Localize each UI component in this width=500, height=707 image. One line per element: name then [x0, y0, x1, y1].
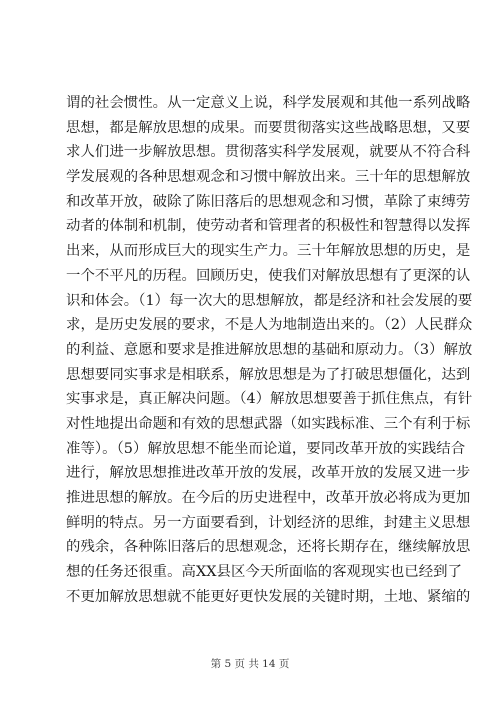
text-line: 不更加解放思想就不能更好更快发展的关键时期，土地、紧缩的	[66, 588, 471, 605]
text-line: 求，是历史发展的要求，不是人为地制造出来的。（2）人民群众	[66, 317, 473, 334]
text-line: 一个不平凡的历程。回顾历史，使我们对解放思想有了更深的认	[66, 267, 471, 284]
text-line: 求人们进一步解放思想。贯彻落实科学发展观，就要从不符合科	[66, 144, 471, 161]
page-footer: 第 5 页 共 14 页	[210, 658, 290, 670]
text-line: 识和体会。（1）每一次大的思想解放，都是经济和社会发展的要	[66, 292, 473, 309]
text-line: 鲜明的特点。另一方面要看到，计划经济的思维，封建主义思想	[66, 514, 471, 531]
body-text	[66, 91, 473, 609]
text-line: 谓的社会惯性。从一定意义上说，科学发展观和其他一系列战略	[66, 95, 471, 111]
text-line: 对性地提出命题和有效的思想武器（如实践标准、三个有利于标	[66, 415, 471, 432]
text-line: 进行，解放思想推进改革开放的发展，改革开放的发展又进一步	[66, 465, 471, 482]
text-line: 学发展观的各种思想观念和习惯中解放出来。三十年的思想解放	[66, 169, 471, 186]
text-line: 思想要同实事求是相联系，解放思想是为了打破思想僵化，达到	[66, 366, 471, 383]
text-line: 推进思想的解放。在今后的历史进程中，改革开放必将成为更加	[66, 490, 471, 506]
text-line: 准等）。（5）解放思想不能坐而论道，要同改革开放的实践结合	[66, 440, 466, 457]
text-line: 和改革开放，破除了陈旧落后的思想观念和习惯，革除了束缚劳	[66, 193, 471, 210]
text-line: 实事求是，真正解决问题。（4）解放思想要善于抓住焦点，有针	[66, 391, 473, 408]
text-line: 的残余，各种陈旧落后的思想观念，还将长期存在，继续解放思	[66, 539, 471, 556]
text-line: 想的任务还很重。高XX县区今天所面临的客观现实也已经到了	[66, 564, 463, 581]
text-line: 出来，从而形成巨大的现实生产力。三十年解放思想的历史，是	[66, 243, 471, 260]
text-line: 的利益、意愿和要求是推进解放思想的基础和原动力。（3）解放	[66, 341, 473, 358]
text-line: 动者的体制和机制，使劳动者和管理者的积极性和智慧得以发挥	[66, 218, 471, 235]
text-line: 思想，都是解放思想的成果。而要贯彻落实这些战略思想，又要	[66, 119, 471, 136]
